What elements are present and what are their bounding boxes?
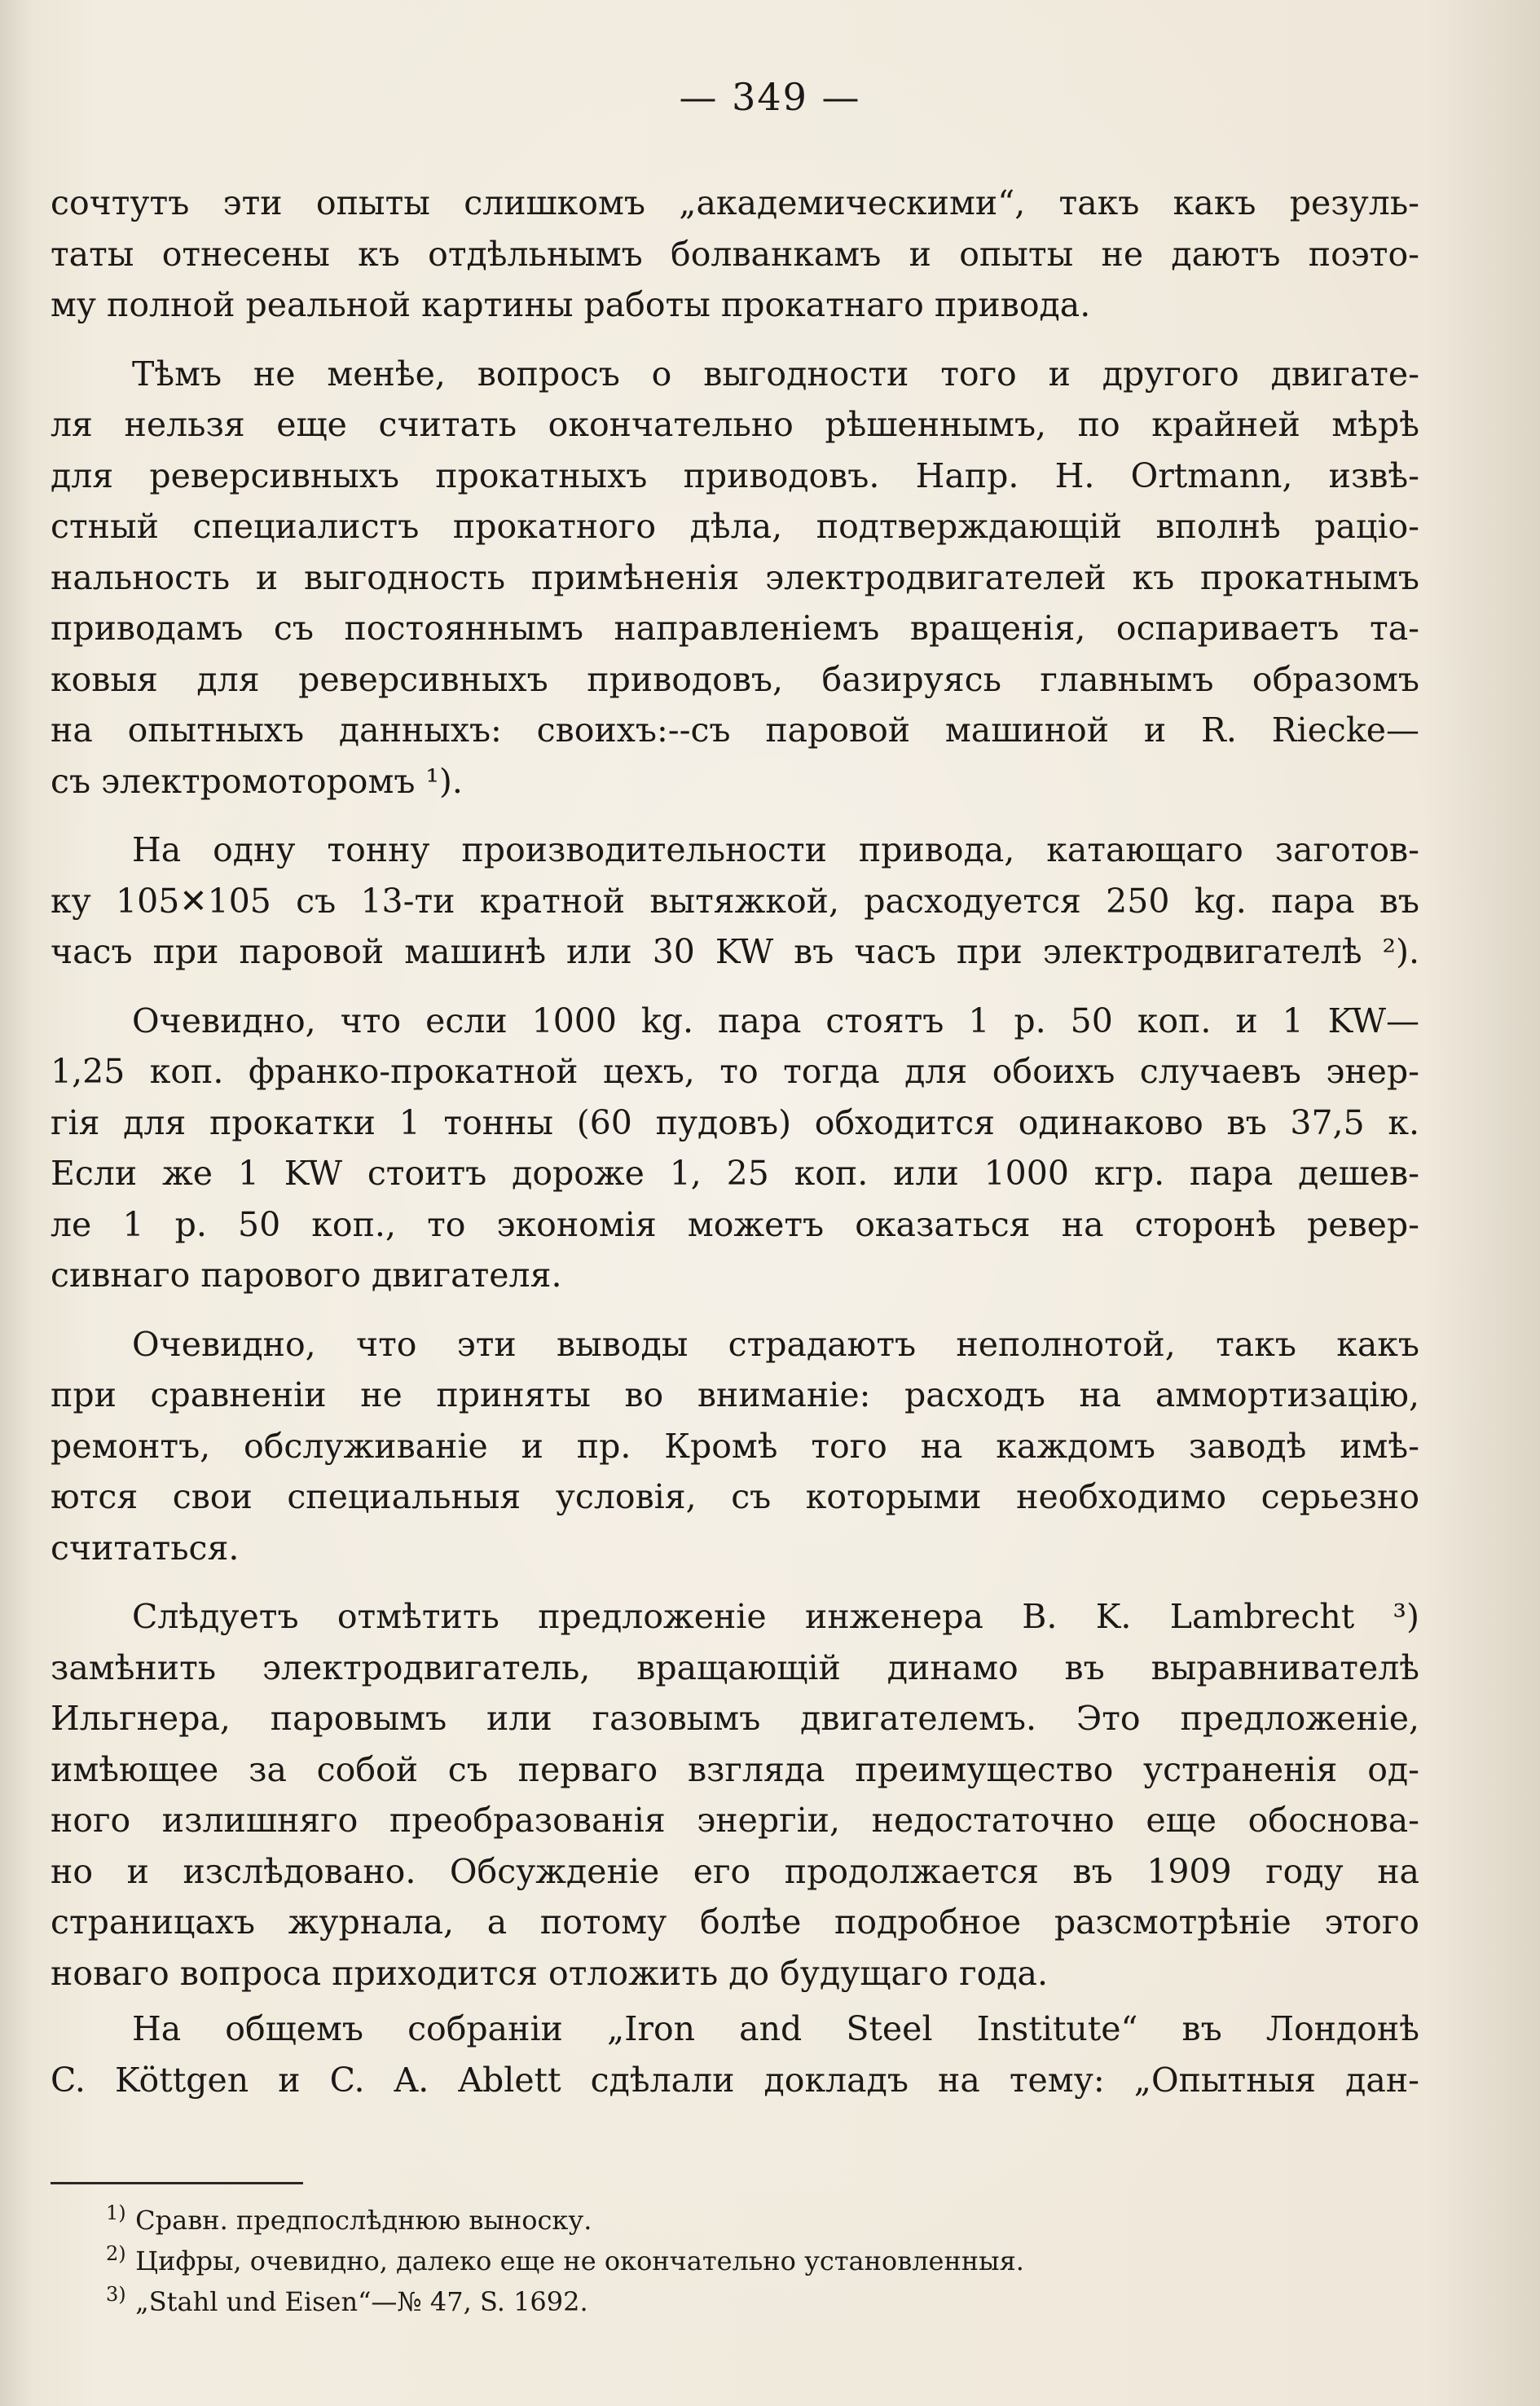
text-line: при сравненіи не приняты во вниманіе: расходъ на аммортизацію, <box>51 1375 1419 1414</box>
footnote-2: 2) Цифры, очевидно, далеко еще не окончательно установленныя. <box>106 2242 1024 2276</box>
text-line: нальность и выгодность примѣненія электродвигателей къ прокатнымъ <box>51 557 1419 597</box>
paragraph-6 <box>51 1591 1419 1999</box>
text-line: Очевидно, что если 1000 kg. пара стоятъ 1 р. 50 коп. и 1 KW— <box>132 1001 1419 1040</box>
text-line: му полной реальной картины работы прокатнаго привода. <box>51 285 1091 324</box>
text-line: съ электромоторомъ ¹). <box>51 761 463 801</box>
text-line: ного излишняго преобразованія энергіи, недостаточно еще обоснова- <box>51 1801 1419 1840</box>
footnote-1: 1) Сравн. предпослѣднюю выноску. <box>106 2201 592 2236</box>
text-line: на опытныхъ данныхъ: своихъ:--съ паровой машиной и R. Riecke— <box>51 710 1419 750</box>
text-line: 1,25 коп. франко-прокатной цехъ, то тогда для обоихъ случаевъ энер- <box>51 1052 1419 1091</box>
text-line: ются свои специальныя условія, съ которыми необходимо серьезно <box>51 1477 1419 1516</box>
text-line: На общемъ собраніи „Iron and Steel Institute“ въ Лондонѣ <box>132 2009 1419 2048</box>
paragraph-5 <box>51 1319 1419 1574</box>
text-line: замѣнить электродвигатель, вращающій динамо въ выравнивателѣ <box>51 1647 1419 1687</box>
footnote-text: Цифры, очевидно, далеко еще не окончательно установленныя. <box>135 2245 1024 2276</box>
text-line: но и изслѣдовано. Обсужденіе его продолжается въ 1909 году на <box>51 1851 1419 1891</box>
text-line: ле 1 р. 50 коп., то экономія можетъ оказаться на сторонѣ ревер- <box>51 1204 1419 1244</box>
text-line: ку 105✕105 съ 13-ти кратной вытяжкой, расходуется 250 kg. пара въ <box>51 881 1419 921</box>
text-line: часъ при паровой машинѣ или 30 KW въ часъ при электродвигателѣ ²). <box>51 932 1419 971</box>
paragraph-3 <box>51 825 1419 978</box>
text-line: Если же 1 KW стоитъ дороже 1, 25 коп. или 1000 кгр. пара дешев- <box>51 1154 1419 1193</box>
text-line: таты отнесены къ отдѣльнымъ болванкамъ и опыты не даютъ поэто- <box>51 234 1419 274</box>
paragraph-4 <box>51 996 1419 1301</box>
text-line: считаться. <box>51 1528 240 1568</box>
footnote-divider <box>51 2182 303 2184</box>
footnote-3: 3) „Stahl und Eisen“—№ 47, S. 1692. <box>106 2283 588 2317</box>
main-text <box>51 178 1419 2105</box>
page-number: — 349 — <box>679 75 861 119</box>
text-line: новаго вопроса приходится отложить до будущаго года. <box>51 1953 1048 1993</box>
footnotes <box>106 2200 1377 2322</box>
text-line: сивнаго парового двигателя. <box>51 1256 562 1295</box>
text-line: Тѣмъ не менѣе, вопросъ о выгодности того и другого двигате- <box>132 354 1419 394</box>
text-line: гія для прокатки 1 тонны (60 пудовъ) обходится одинаково въ 37,5 к. <box>51 1102 1419 1142</box>
text-line: стный специалистъ прокатного дѣла, подтверждающій вполнѣ раціо- <box>51 507 1419 546</box>
text-line: страницахъ журнала, а потому болѣе подробное разсмотрѣніе этого <box>51 1902 1419 1942</box>
text-line: имѣющее за собой съ перваго взгляда преимущество устраненія од- <box>51 1749 1419 1789</box>
text-line: На одну тонну производительности привода, катающаго заготов- <box>132 830 1419 869</box>
footnote-text: Сравн. предпослѣднюю выноску. <box>135 2205 592 2236</box>
text-line: ля нельзя еще считать окончательно рѣшеннымъ, по крайней мѣрѣ <box>51 405 1419 444</box>
text-line: C. Köttgen и C. A. Ablett сдѣлали докладъ на тему: „Опытныя дан- <box>51 2060 1419 2100</box>
text-line: Слѣдуетъ отмѣтить предложеніе инженера B. K. Lambrecht ³) <box>132 1597 1419 1636</box>
text-line: для реверсивныхъ прокатныхъ приводовъ. Напр. H. Ortmann, извѣ- <box>51 455 1419 495</box>
text-line: ковыя для реверсивныхъ приводовъ, базируясь главнымъ образомъ <box>51 659 1419 699</box>
paragraph-1 <box>51 178 1419 331</box>
footnote-text: „Stahl und Eisen“—№ 47, S. 1692. <box>135 2286 588 2317</box>
text-line: ремонтъ, обслуживаніе и пр. Кромѣ того на каждомъ заводѣ имѣ- <box>51 1426 1419 1466</box>
paragraph-7 <box>51 2004 1419 2105</box>
text-line: приводамъ съ постояннымъ направленіемъ вращенія, оспариваетъ та- <box>51 609 1419 648</box>
text-line: Очевидно, что эти выводы страдаютъ неполнотой, такъ какъ <box>132 1324 1419 1364</box>
text-line: Ильгнера, паровымъ или газовымъ двигателемъ. Это предложеніе, <box>51 1699 1419 1738</box>
text-line: сочтутъ эти опыты слишкомъ „академическими“, такъ какъ резуль- <box>51 183 1419 222</box>
paragraph-2 <box>51 349 1419 807</box>
